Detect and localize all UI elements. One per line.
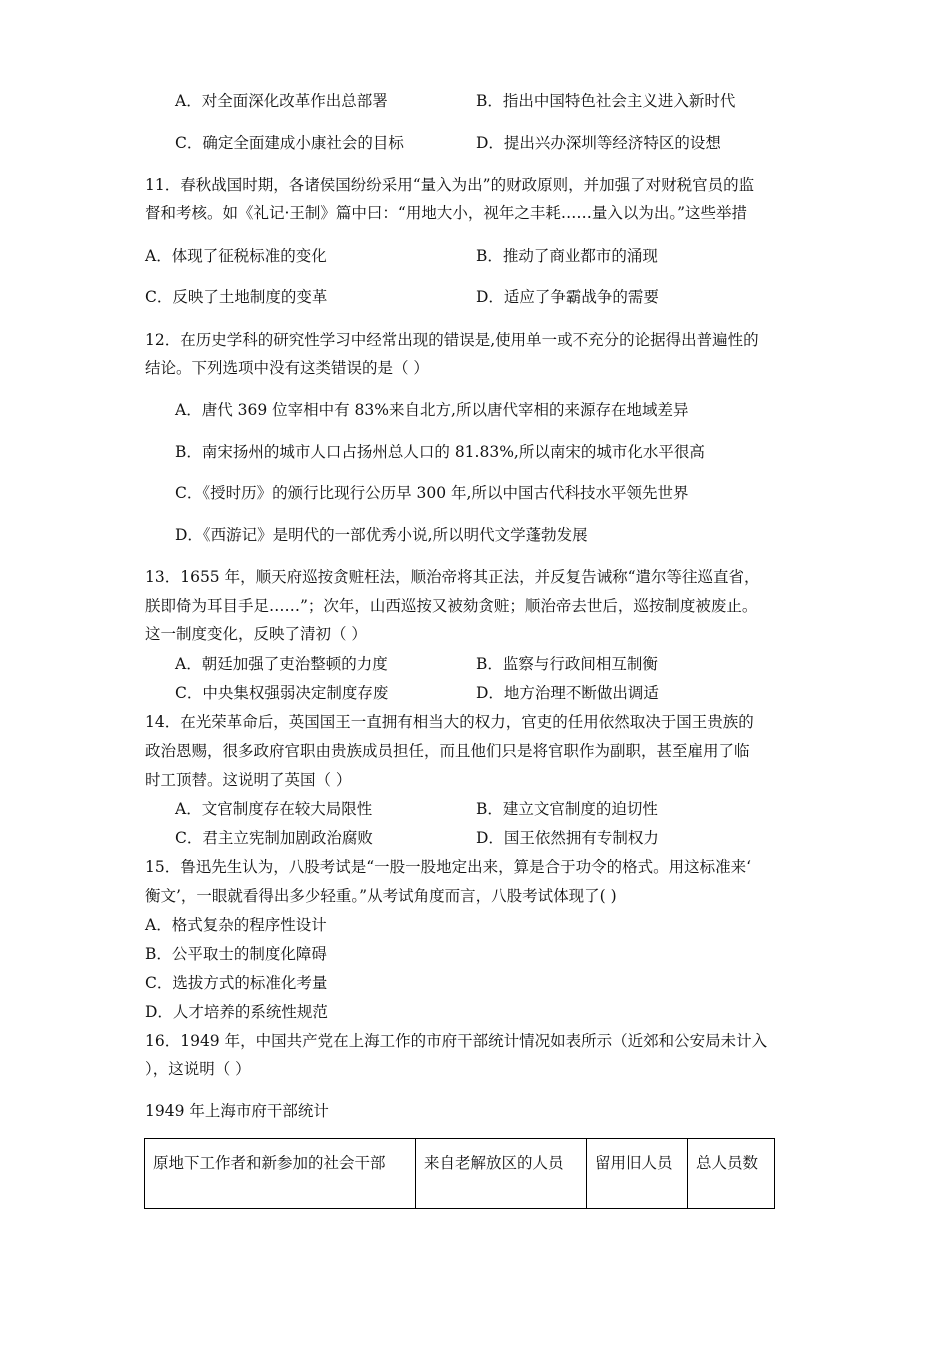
q14-option-b: B．建立文官制度的迫切性 xyxy=(476,800,658,818)
q14-option-c: C．君主立宪制加剧政治腐败 xyxy=(175,829,373,847)
cadre-statistics-table xyxy=(144,1138,775,1209)
q13-option-c: C．中央集权强弱决定制度存废 xyxy=(175,684,389,702)
q13-option-a: A．朝廷加强了吏治整顿的力度 xyxy=(175,655,388,673)
q12-option-a: A．唐代 369 位宰相中有 83%来自北方,所以唐代宰相的来源存在地域差异 xyxy=(175,401,689,419)
q14-option-d: D．国王依然拥有专制权力 xyxy=(476,829,659,847)
q10-option-b: B．指出中国特色社会主义进入新时代 xyxy=(476,92,736,110)
q14-stem-line1: 14．在光荣革命后，英国国王一直拥有相当大的权力，官吏的任用依然取决于国王贵族的 xyxy=(145,713,754,731)
q10-option-d: D．提出兴办深圳等经济特区的设想 xyxy=(476,134,721,152)
q13-stem-line3: 这一制度变化，反映了清初（ ） xyxy=(145,625,367,643)
q15-option-d: D．人才培养的系统性规范 xyxy=(145,1003,328,1021)
q11-stem-line2: 督和考核。如《礼记·王制》篇中曰：“用地大小，视年之丰耗……量入以为出。”这些举措 xyxy=(145,204,748,222)
q11-option-b: B．推动了商业都市的涌现 xyxy=(476,247,658,265)
q10-option-a: A．对全面深化改革作出总部署 xyxy=(175,92,388,110)
q10-option-c: C．确定全面建成小康社会的目标 xyxy=(175,134,404,152)
q15-option-a: A．格式复杂的程序性设计 xyxy=(145,916,327,934)
q13-stem-line2: 朕即倚为耳目手足……”；次年，山西巡按又被劾贪赃；顺治帝去世后，巡按制度被废止。 xyxy=(145,597,758,615)
q11-option-d: D．适应了争霸战争的需要 xyxy=(476,288,659,306)
q15-stem-line2: 衡文’，一眼就看得出多少轻重。”从考试角度而言，八股考试体现了( ) xyxy=(145,887,617,905)
q15-option-c: C．选拔方式的标准化考量 xyxy=(145,974,328,992)
q16-stem-line1: 16．1949 年，中国共产党在上海工作的市府干部统计情况如表所示（近郊和公安局未计入 xyxy=(145,1032,768,1050)
q15-option-b: B．公平取士的制度化障碍 xyxy=(145,945,327,963)
q13-option-b: B．监察与行政间相互制衡 xyxy=(476,655,658,673)
q16-table-title: 1949 年上海市府干部统计 xyxy=(145,1102,329,1120)
q16-stem-line2: ），这说明（ ） xyxy=(145,1060,251,1078)
q12-stem-line1: 12．在历史学科的研究性学习中经常出现的错误是,使用单一或不充分的论据得出普遍性的 xyxy=(145,331,759,349)
table-header-row xyxy=(145,1139,775,1209)
table-header-cell: 来自老解放区的人员 xyxy=(416,1139,587,1209)
q12-stem-line2: 结论。下列选项中没有这类错误的是（ ） xyxy=(145,359,429,377)
table-header-cell: 总人员数 xyxy=(688,1139,775,1209)
q13-stem-line1: 13．1655 年，顺天府巡按贪赃枉法，顺治帝将其正法，并反复告诫称“遣尔等往巡直省， xyxy=(145,568,760,586)
q13-option-d: D．地方治理不断做出调适 xyxy=(476,684,659,702)
q11-option-c: C．反映了土地制度的变革 xyxy=(145,288,328,306)
table-header-cell: 原地下工作者和新参加的社会干部 xyxy=(145,1139,416,1209)
table-header-cell: 留用旧人员 xyxy=(587,1139,688,1209)
q14-stem-line3: 时工顶替。这说明了英国（ ） xyxy=(145,771,352,789)
q12-option-b: B．南宋扬州的城市人口占扬州总人口的 81.83%,所以南宋的城市化水平很高 xyxy=(175,443,705,461)
q12-option-d: D．《西游记》是明代的一部优秀小说,所以明代文学蓬勃发展 xyxy=(175,526,588,544)
q11-option-a: A．体现了征税标准的变化 xyxy=(145,247,327,265)
q14-stem-line2: 政治恩赐，很多政府官职由贵族成员担任，而且他们只是将官职作为副职，甚至雇用了临 xyxy=(145,742,750,760)
q14-option-a: A．文官制度存在较大局限性 xyxy=(175,800,373,818)
q12-option-c: C．《授时历》的颁行比现行公历早 300 年,所以中国古代科技水平领先世界 xyxy=(175,484,689,502)
q11-stem-line1: 11．春秋战国时期，各诸侯国纷纷采用“量入为出”的财政原则，并加强了对财税官员的监 xyxy=(145,176,755,194)
q15-stem-line1: 15．鲁迅先生认为，八股考试是“一股一股地定出来，算是合于功令的格式。用这标准来‘ xyxy=(145,858,752,876)
